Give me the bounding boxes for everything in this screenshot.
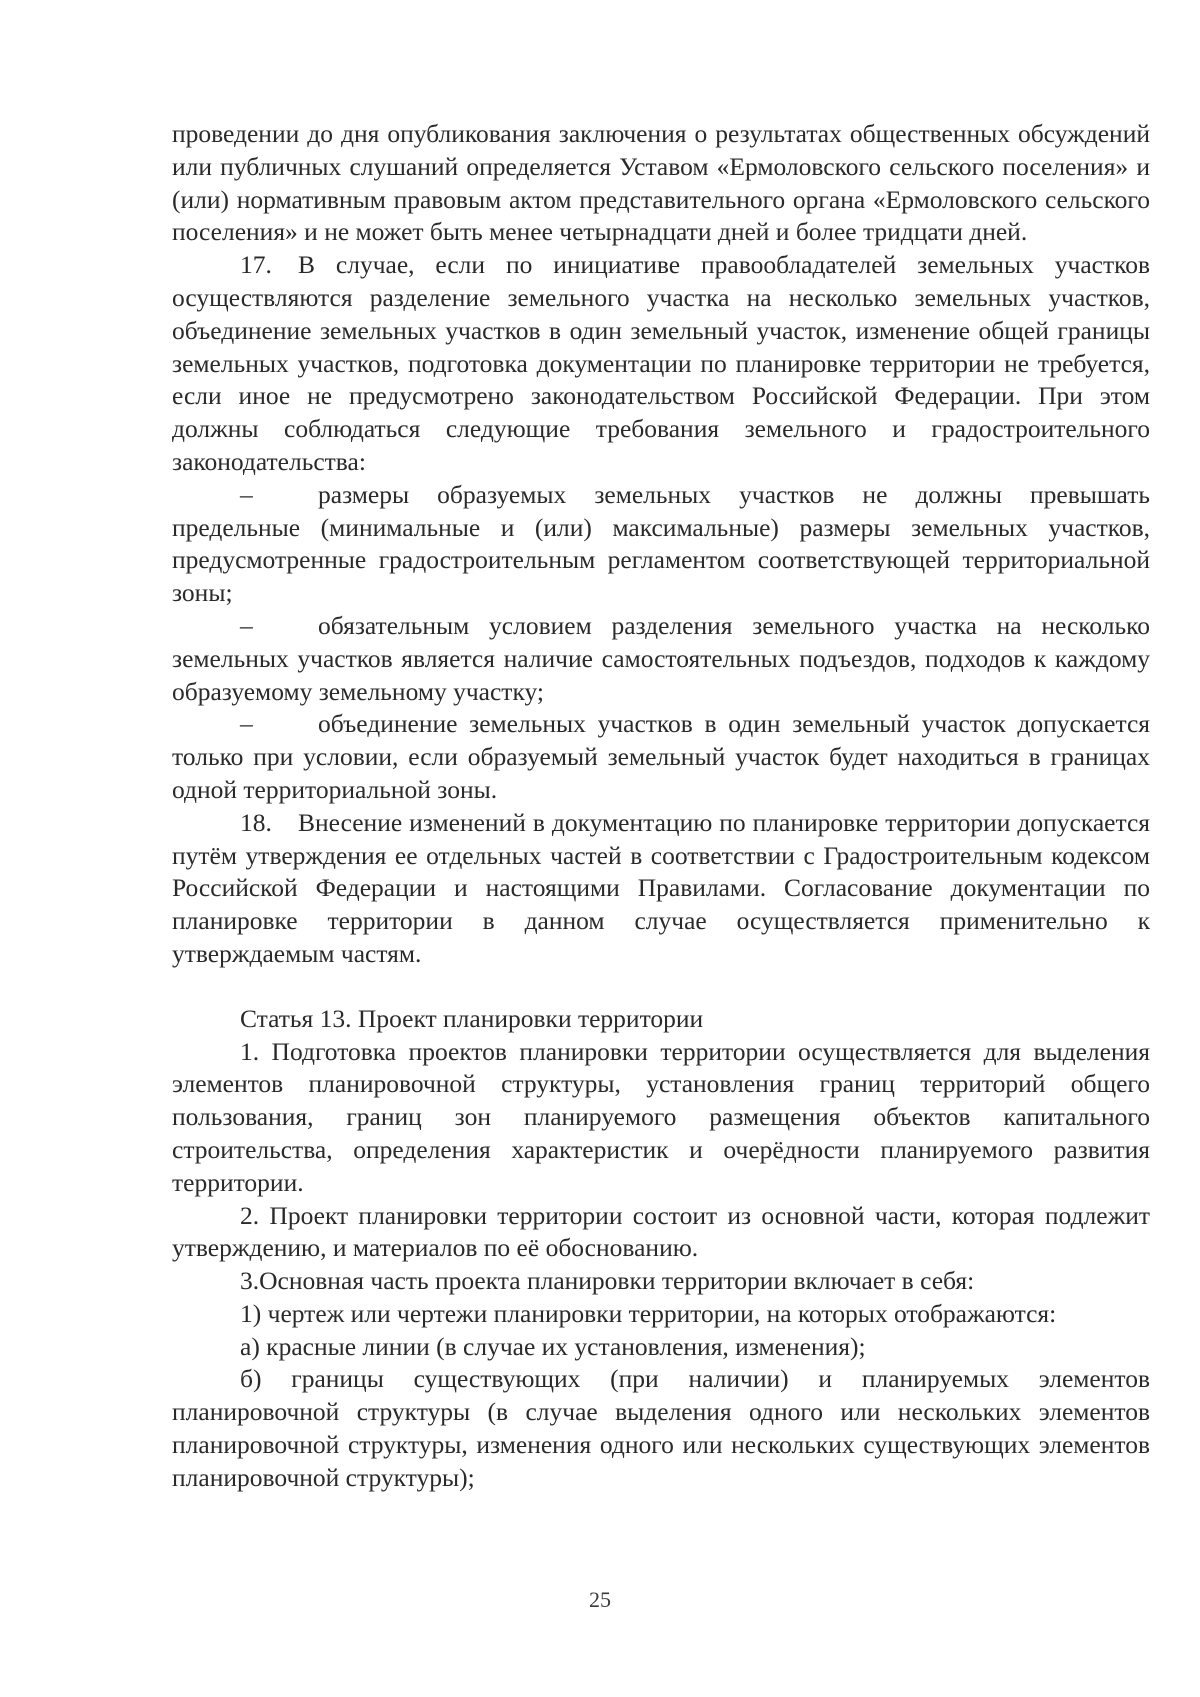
paragraph: 1. Подготовка проектов планировки территории осуществляется для выделения элементов планировочной структуры, установления границ территорий общего пользования, границ зон планируемого размещения объектов капитального строительства, определения характеристик и очерёдности планируемого развития территории. bbox=[172, 1036, 1150, 1197]
dash-list-item bbox=[172, 479, 1150, 610]
section-spacer bbox=[172, 971, 1150, 1003]
article-heading: Статья 13. Проект планировки территории bbox=[240, 1003, 704, 1033]
clause-18 bbox=[172, 807, 1150, 971]
paragraph: 2. Проект планировки территории состоит из основной части, которая подлежит утверждению, и материалов по её обоснованию. bbox=[172, 1200, 1150, 1263]
dash-list-item bbox=[172, 610, 1150, 708]
paragraph-continuation: проведении до дня опубликования заключения о результатах общественных обсуждений или публичных слушаний определяется Уставом «Ермоловского сельского поселения» и (или) нормативным правовым актом представительного органа «Ермоловского сельского поселения» и не может быть менее четырнадцати дней и более тридцати дней. bbox=[172, 119, 1150, 247]
paragraph: а) красные линии (в случае их установления, изменения); bbox=[240, 1331, 866, 1361]
list-item-text: обязательным условием разделения земельного участка на несколько земельных участков является наличие самостоятельных подъездов, подходов к каждому образуемому земельному участку; bbox=[172, 610, 1150, 706]
clause-17 bbox=[172, 249, 1150, 479]
paragraph: 3.Основная часть проекта планировки территории включает в себя: bbox=[240, 1266, 975, 1296]
clause-text: Внесение изменений в документацию по планировке территории допускается путём утверждения ее отдельных частей в соответствии с Градостроительным кодексом Российской Федерации и настоящими Правилами. Согласование документации по планировке территории в данном случае осуществляется применительно к утверждаемым частям. bbox=[172, 807, 1150, 968]
dash-marker: – bbox=[240, 479, 253, 509]
clause-number: 17. bbox=[240, 250, 272, 280]
clause-text: В случае, если по инициативе правообладателей земельных участков осуществляются разделение земельного участка на несколько земельных участков, объединение земельных участков в один земельный участок, изменение общей границы земельных участков, подготовка документации по планировке территории не требуется, если иное не предусмотрено законодательством Российской Федерации. При этом должны соблюдаться следующие требования земельного и градостроительного законодательства: bbox=[172, 250, 1150, 476]
dash-list-item bbox=[172, 708, 1150, 806]
clause-number: 18. bbox=[240, 807, 272, 837]
paragraph: б) границы существующих (при наличии) и планируемых элементов планировочной структуры (в случае выделения одного или нескольких элементов планировочной структуры, изменения одного или нескольких существующих элементов планировочной структуры); bbox=[172, 1364, 1150, 1492]
dash-marker: – bbox=[240, 610, 253, 640]
page-number: 25 bbox=[589, 1587, 611, 1612]
paragraph: 1) чертеж или чертежи планировки территории, на которых отображаются: bbox=[240, 1298, 1057, 1328]
list-item-text: объединение земельных участков в один земельный участок допускается только при условии, если образуемый земельный участок будет находиться в границах одной территориальной зоны. bbox=[172, 709, 1150, 804]
document-page bbox=[172, 118, 1150, 1495]
dash-marker: – bbox=[240, 709, 253, 739]
list-item-text: размеры образуемых земельных участков не должны превышать предельные (минимальные и (или) максимальные) размеры земельных участков, предусмотренные градостроительным регламентом соответствующей территориальной зоны; bbox=[172, 479, 1150, 608]
